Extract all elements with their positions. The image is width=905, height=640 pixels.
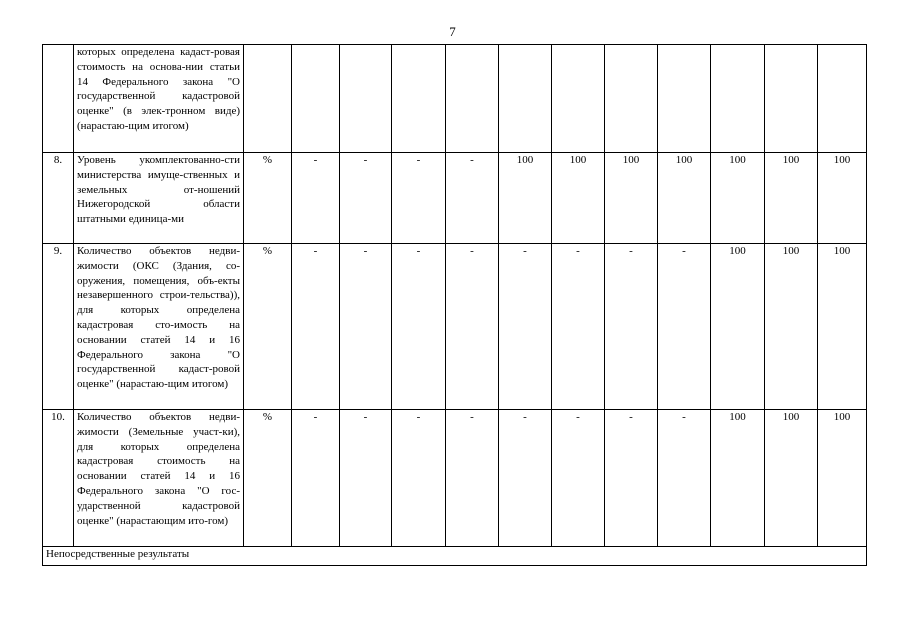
value-cell: 100 — [711, 410, 765, 547]
table-row — [43, 153, 867, 244]
value-cell: - — [499, 244, 552, 410]
value-cell: 100 — [711, 244, 765, 410]
value-cell — [499, 45, 552, 153]
value-cell: - — [605, 410, 658, 547]
row-number: 8. — [43, 153, 74, 244]
row-number — [43, 45, 74, 153]
value-cell — [711, 45, 765, 153]
row-number: 10. — [43, 410, 74, 547]
indicators-table — [42, 44, 867, 566]
unit-cell — [244, 45, 292, 153]
value-cell: 100 — [499, 153, 552, 244]
value-cell: - — [340, 153, 392, 244]
indicator-description: Уровень укомплектованно-сти министерства имуще-ственных и земельных от-ношений Нижегородской области штатными единица-ми — [74, 153, 244, 244]
unit-cell: % — [244, 244, 292, 410]
value-cell: - — [392, 153, 446, 244]
value-cell: - — [552, 244, 605, 410]
table-row — [43, 410, 867, 547]
row-number: 9. — [43, 244, 74, 410]
value-cell — [658, 45, 711, 153]
page-number: 7 — [449, 24, 456, 39]
value-cell: - — [658, 410, 711, 547]
table-row — [43, 244, 867, 410]
value-cell: - — [658, 244, 711, 410]
value-cell — [552, 45, 605, 153]
value-cell: 100 — [818, 153, 867, 244]
value-cell: 100 — [605, 153, 658, 244]
value-cell — [340, 45, 392, 153]
value-cell: - — [292, 153, 340, 244]
value-cell: 100 — [765, 153, 818, 244]
value-cell: - — [552, 410, 605, 547]
value-cell: 100 — [818, 244, 867, 410]
unit-cell: % — [244, 410, 292, 547]
value-cell: - — [340, 244, 392, 410]
value-cell — [605, 45, 658, 153]
indicator-description: которых определена кадаст-ровая стоимость на основа-нии статьи 14 Федерального закона "О государственной кадастровой оценке" (в элек-тронном виде) (нарастаю-щим итогом) — [74, 45, 244, 153]
unit-cell: % — [244, 153, 292, 244]
section-heading: Непосредственные результаты — [43, 547, 867, 566]
value-cell: 100 — [818, 410, 867, 547]
value-cell: - — [392, 244, 446, 410]
value-cell: 100 — [658, 153, 711, 244]
value-cell: 100 — [711, 153, 765, 244]
value-cell: 100 — [552, 153, 605, 244]
value-cell: - — [605, 244, 658, 410]
indicator-description: Количество объектов недви-жимости (ОКС (Здания, со-оружения, помещения, объ-екты незавершенного строи-тельства)), для которых определена кадастровая сто-имость на основании статей 14 и 16 Федерального закона "О государственной кадаст-ровой оценке" (нарастаю-щим итогом) — [74, 244, 244, 410]
value-cell — [292, 45, 340, 153]
table-row — [43, 45, 867, 153]
value-cell: 100 — [765, 244, 818, 410]
value-cell: - — [392, 410, 446, 547]
value-cell — [446, 45, 499, 153]
value-cell: - — [340, 410, 392, 547]
value-cell: - — [292, 244, 340, 410]
value-cell: - — [446, 244, 499, 410]
value-cell: - — [446, 153, 499, 244]
value-cell — [818, 45, 867, 153]
value-cell: 100 — [765, 410, 818, 547]
value-cell: - — [499, 410, 552, 547]
indicator-description: Количество объектов недви-жимости (Земельные участ-ки), для которых определена кадастровая стоимость на основании статей 14 и 16 Федерального закона "О гос-ударственной кадастровой оценке" (нарастающим ито-гом) — [74, 410, 244, 547]
value-cell — [765, 45, 818, 153]
section-row — [43, 547, 867, 566]
value-cell — [392, 45, 446, 153]
value-cell: - — [292, 410, 340, 547]
value-cell: - — [446, 410, 499, 547]
